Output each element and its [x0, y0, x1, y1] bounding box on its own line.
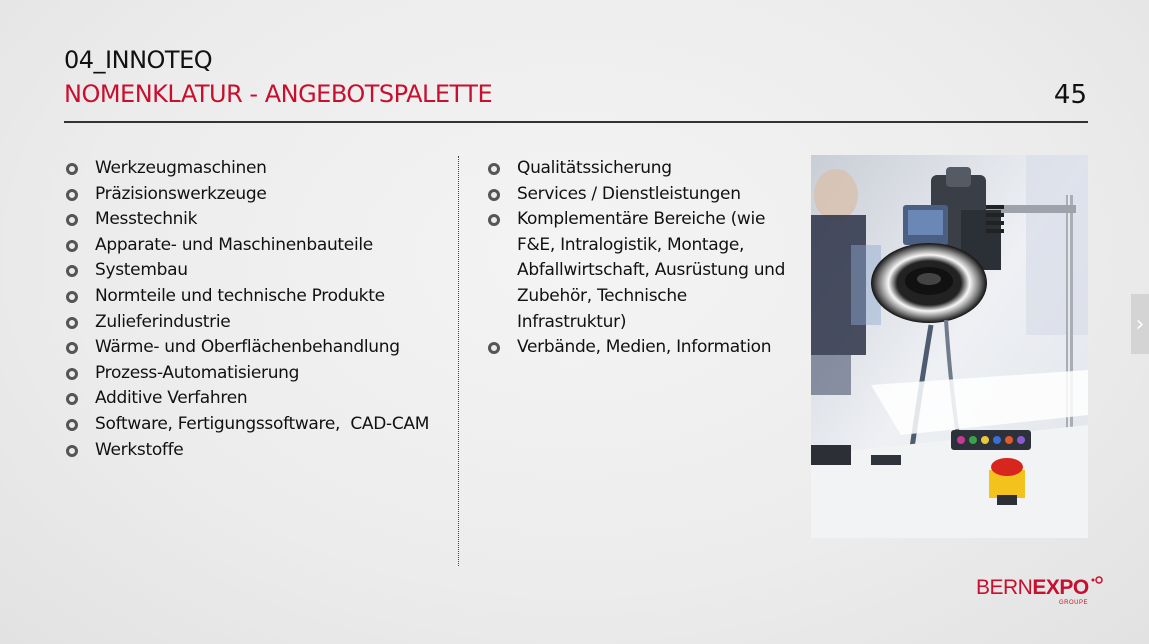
bullet-icon [66, 445, 78, 457]
left-list [64, 156, 444, 463]
bullet-icon [66, 163, 78, 175]
industrial-camera-photo-icon [811, 155, 1088, 538]
list-item [64, 361, 444, 387]
bullet-icon [66, 240, 78, 252]
list-item-label: Prozess-Automatisierung [95, 362, 300, 383]
bullet-icon [66, 214, 78, 226]
chevron-right-icon: › [1135, 311, 1145, 337]
bullet-icon [66, 419, 78, 431]
slide-title: NOMENKLATUR - ANGEBOTSPALETTE [64, 80, 493, 108]
bullet-icon [66, 291, 78, 303]
list-item-label: Apparate- und Maschinenbauteile [95, 234, 373, 255]
list-item [486, 182, 796, 208]
list-item [64, 284, 444, 310]
list-item [64, 438, 444, 464]
list-item [486, 156, 796, 182]
list-item [64, 207, 444, 233]
list-item-label: Verbände, Medien, Information [517, 337, 772, 358]
bullet-icon [66, 368, 78, 380]
list-item-label: Messtechnik [95, 209, 198, 230]
list-item [64, 258, 444, 284]
list-item-label: Zulieferindustrie [95, 311, 231, 332]
logo-dots-icon [1090, 576, 1104, 588]
list-item-label: Software, Fertigungssoftware, CAD-CAM [95, 413, 430, 434]
bullet-icon [488, 342, 500, 354]
list-item [64, 233, 444, 259]
bullet-icon [66, 393, 78, 405]
bullet-icon [66, 317, 78, 329]
list-item-label: Additive Verfahren [95, 388, 248, 409]
list-item-label: Wärme- und Oberflächenbehandlung [95, 337, 400, 358]
slide-title-code: 04_INNOTEQ [64, 46, 213, 74]
list-item [486, 207, 796, 335]
list-item [64, 156, 444, 182]
list-item-label: Systembau [95, 260, 188, 281]
list-item-label: Präzisionswerkzeuge [95, 183, 267, 204]
logo-groupe-text: GROUPE [1059, 600, 1089, 606]
list-item-label: Normteile und technische Produkte [95, 285, 385, 306]
bullet-icon [66, 342, 78, 354]
bullet-icon [66, 189, 78, 201]
list-item [64, 182, 444, 208]
column-divider [458, 156, 459, 566]
list-item-label: Werkstoffe [95, 439, 184, 460]
header-rule [64, 121, 1088, 123]
bullet-icon [488, 163, 500, 175]
next-slide-button[interactable] [1131, 294, 1149, 354]
logo-text-bold: EXPO [1032, 576, 1089, 599]
list-item [64, 310, 444, 336]
right-list [486, 156, 796, 361]
bullet-icon [66, 265, 78, 277]
bullet-icon [488, 214, 500, 226]
list-item-label: Werkzeugmaschinen [95, 158, 267, 178]
logo-text-regular: BERN [976, 576, 1033, 599]
list-item-label: Services / Dienstleistungen [517, 183, 741, 204]
list-item-label: Qualitätssicherung [517, 158, 672, 178]
list-item [64, 386, 444, 412]
list-item-label: Komplementäre Bereiche (wie F&E, Intralogistik, Montage, Abfallwirtschaft, Ausrüstung und Zubehör, Technische Infrastruktur) [517, 209, 786, 332]
list-item [486, 335, 796, 361]
list-item [64, 335, 444, 361]
list-item [64, 412, 444, 438]
bernexpo-logo [976, 576, 1106, 610]
bullet-icon [488, 189, 500, 201]
page-number: 45 [1053, 80, 1087, 110]
